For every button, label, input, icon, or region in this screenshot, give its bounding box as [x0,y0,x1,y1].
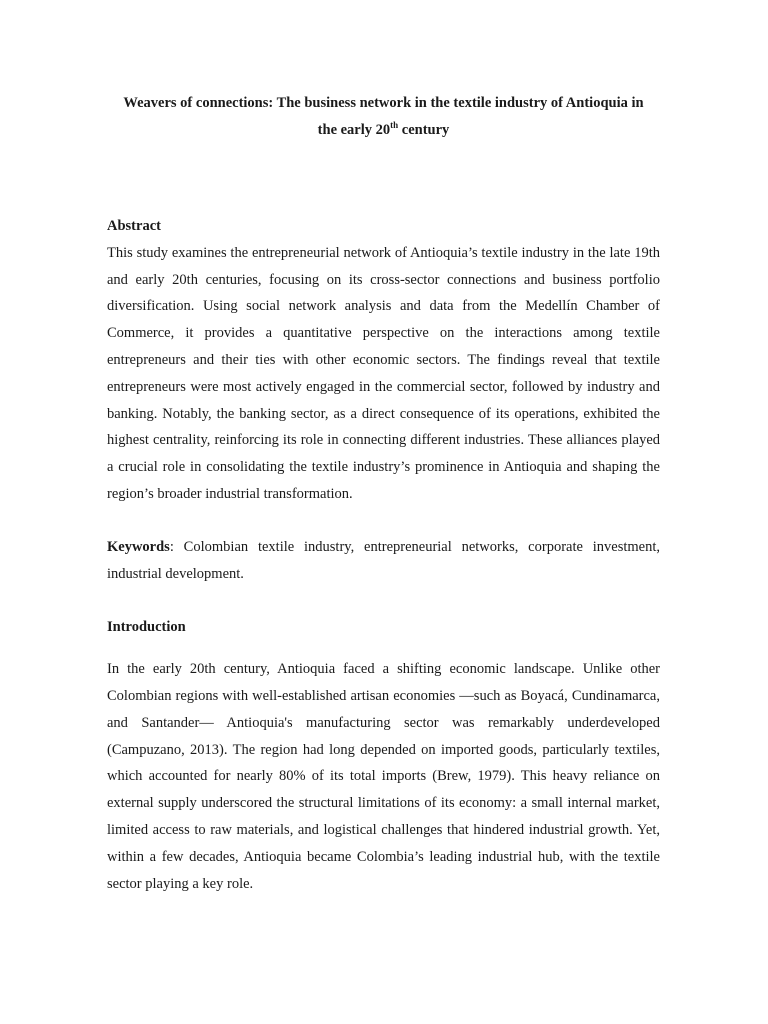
keywords-label: Keywords [107,538,170,555]
introduction-heading: Introduction [107,619,186,636]
paper-title [107,90,660,143]
title-superscript: th [390,119,399,130]
title-line-1: Weavers of connections: The business network in the textile industry of Antioquia in [123,95,644,111]
abstract-heading: Abstract [107,218,161,234]
introduction-body: In the early 20th century, Antioquia faced a shifting economic landscape. Unlike other Colombian regions with well-established artisan economies —such as Boyacá, Cundinamarca, and Santander— Antioquia's manufacturing sector was remarkably underdeveloped (Campuzano, 2013). The region had long depended on imported goods, particularly textiles, which accounted for nearly 80% of its total imports (Brew, 1979). This heavy reliance on external supply underscored the structural limitations of its economy: a small internal market, limited access to raw materials, and logistical challenges that hindered industrial growth. Yet, within a few decades, Antioquia became Colombia’s leading industrial hub, with the textile sector playing a key role. [107,661,660,892]
title-line-2-prefix: the early 20 [317,121,391,138]
keywords-paragraph [107,534,660,588]
abstract-body: This study examines the entrepreneurial network of Antioquia’s textile industry in the late 19th and early 20th centuries, focusing on its cross-sector connections and business portfolio diversification. Using social network analysis and data from the Medellín Chamber of Commerce, it provides a quantitative perspective on the interactions among textile entrepreneurs and their ties with other economic sectors. The findings reveal that textile entrepreneurs were most actively engaged in the commercial sector, followed by industry and banking. Notably, the banking sector, as a direct consequence of its operations, exhibited the highest centrality, reinforcing its role in connecting different industries. These alliances played a crucial role in consolidating the textile industry’s prominence in Antioquia and shaping the region’s broader industrial transformation. [107,244,660,502]
keywords-text: : Colombian textile industry, entrepreneurial networks, corporate investment, industrial development. [107,538,660,582]
title-line-2-suffix: century [398,121,450,138]
document-page [107,90,660,897]
